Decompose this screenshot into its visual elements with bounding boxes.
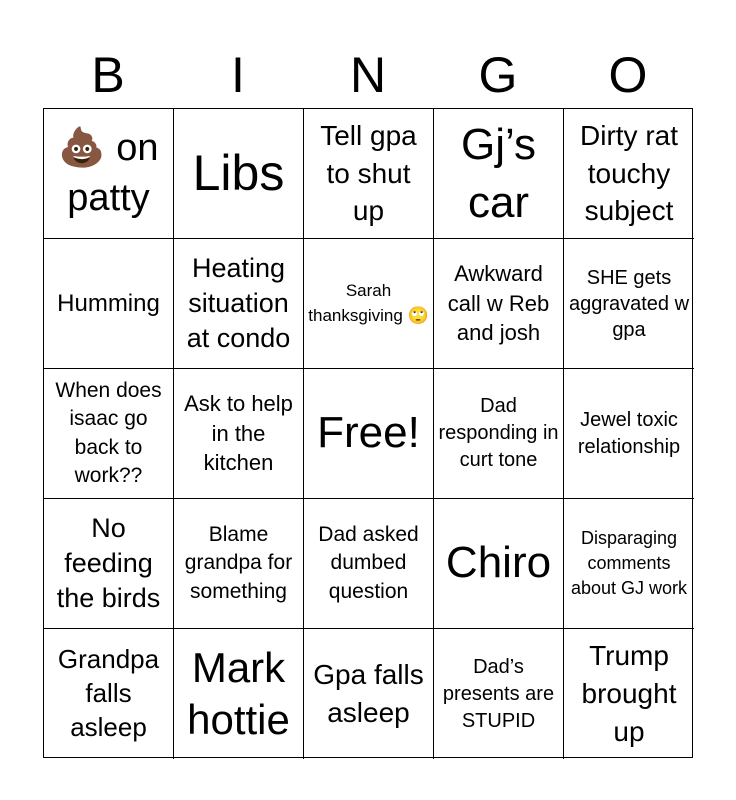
bingo-cell[interactable] [434,369,564,499]
bingo-cell[interactable] [174,239,304,369]
bingo-cell[interactable] [564,629,694,759]
cell-text: 💩 on patty [58,127,159,219]
cell-text: Trump brought up [581,640,677,747]
bingo-cell[interactable] [304,499,434,629]
cell-text: Dad responding in curt tone [438,395,559,471]
bingo-cell[interactable] [304,109,434,239]
cell-text: When does isaac go back to work?? [55,378,162,487]
bingo-header [43,44,693,106]
bingo-cell[interactable] [434,499,564,629]
bingo-cell[interactable] [174,369,304,499]
bingo-cell[interactable] [44,499,174,629]
cell-text: Free! [317,408,420,458]
bingo-cell[interactable] [434,109,564,239]
cell-text: Disparaging comments about GJ work [570,527,688,599]
cell-text: Jewel toxic relationship [577,408,681,458]
cell-text: Heating situation at condo [186,252,291,354]
header-letter-n: N [349,47,387,103]
cell-text: SHE gets aggravated w gpa [568,266,690,341]
cell-text: Blame grandpa for something [184,522,293,603]
cell-text: Chiro [445,538,552,588]
header-letter-o: O [608,47,648,103]
cell-text: Tell gpa to shut up [320,119,417,227]
bingo-cell[interactable] [564,369,694,499]
bingo-cell[interactable] [44,239,174,369]
header-letter-i: I [231,47,245,103]
bingo-card [43,108,693,758]
cell-text: Sarah thanksgiving 🙄 [308,280,429,325]
cell-text: Gj’s car [461,120,536,227]
cell-text: Mark hottie [187,643,290,743]
cell-text: Humming [57,289,160,317]
cell-text: Awkward call w Reb and josh [447,260,550,346]
cell-text: Libs [192,144,285,201]
bingo-cell[interactable] [44,369,174,499]
cell-text: Grandpa falls asleep [57,644,160,742]
bingo-cell[interactable] [434,629,564,759]
bingo-cell[interactable] [304,629,434,759]
bingo-cell[interactable] [304,369,434,499]
bingo-cell[interactable] [44,629,174,759]
cell-text: No feeding the birds [56,512,161,614]
bingo-cell[interactable] [564,499,694,629]
cell-text: Dad’s presents are STUPID [442,655,555,732]
bingo-cell[interactable] [174,629,304,759]
header-letter-b: B [91,47,125,103]
bingo-cell[interactable] [174,109,304,239]
cell-text: Gpa falls asleep [313,659,424,728]
bingo-cell[interactable] [44,109,174,239]
cell-text: Dirty rat touchy subject [580,119,678,227]
bingo-cell[interactable] [564,239,694,369]
bingo-cell[interactable] [564,109,694,239]
cell-text: Ask to help in the kitchen [184,390,293,476]
bingo-cell[interactable] [174,499,304,629]
header-letter-g: G [478,47,518,103]
bingo-cell[interactable] [434,239,564,369]
bingo-cell[interactable] [304,239,434,369]
cell-text: Dad asked dumbed question [318,522,419,603]
